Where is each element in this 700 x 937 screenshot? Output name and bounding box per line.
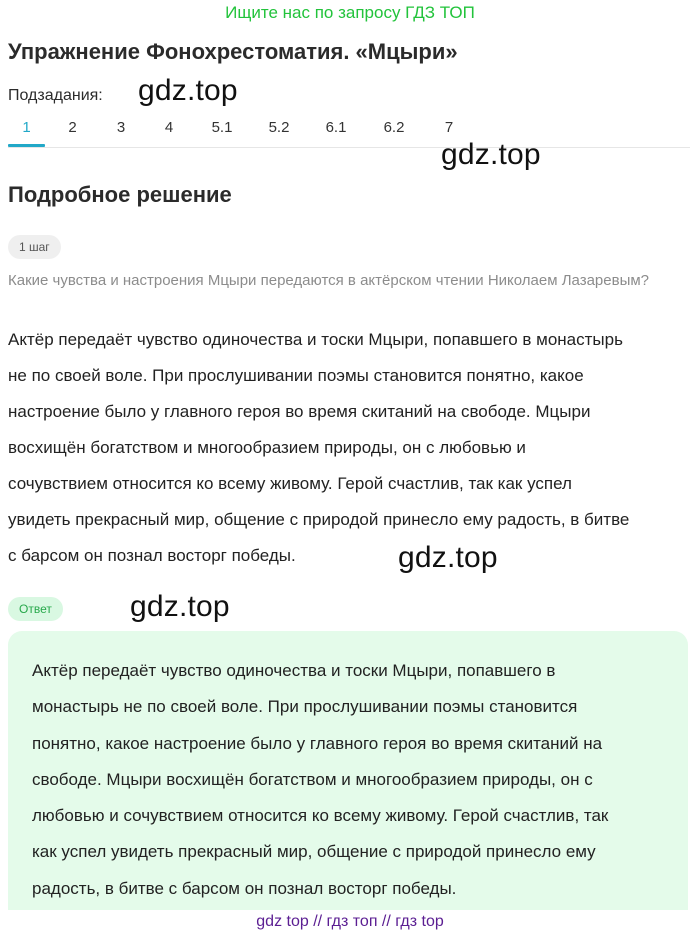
tab-5-1[interactable]: 5.1 [211,119,233,136]
answer-badge: Ответ [8,597,63,621]
answer-line: как успел увидеть прекрасный мир, общение с природой принесло ему [32,842,596,862]
footer-links[interactable]: gdz top // гдз топ // гдз top [256,913,444,930]
solution-text [8,322,692,574]
solution-line: настроение было у главного героя во время скитаний на свободе. Мцыри [8,402,591,421]
active-tab-indicator [8,144,45,147]
solution-line: не по своей воле. При прослушивании поэмы становится понятно, какое [8,366,584,385]
tab-7[interactable]: 7 [444,119,454,136]
answer-line: Актёр передаёт чувство одиночества и тоски Мцыри, попавшего в [32,661,556,680]
page-title: Упражнение Фонохрестоматия. «Мцыри» [8,39,458,64]
answer-line: монастырь не по своей воле. При прослушивании поэмы становится [32,697,578,717]
tab-6-2[interactable]: 6.2 [383,119,405,136]
tab-3[interactable]: 3 [116,119,126,136]
tab-6-1[interactable]: 6.1 [325,119,347,136]
solution-line: сочувствием относится ко всему живому. Герой счастлив, так как успел [8,474,572,493]
step-badge: 1 шаг [8,235,61,259]
subtasks-label: Подзадания: [8,87,103,104]
answer-text [32,653,666,907]
tab-4[interactable]: 4 [164,119,174,136]
answer-box [8,631,688,910]
solution-line: увидеть прекрасный мир, общение с природой принесло ему радость, в битве [8,510,630,529]
question-text: Какие чувства и настроения Мцыри передаются в актёрском чтении Николаем Лазаревым? [8,272,650,289]
watermark: gdz.top [441,138,541,171]
answer-line: свободе. Мцыри восхищён богатством и многообразием природы, он с [32,769,593,789]
watermark: gdz.top [138,74,238,107]
promo-banner[interactable]: Ищите нас по запросу ГДЗ ТОП [225,3,475,22]
watermark: gdz.top [130,590,230,623]
answer-line: радость, в битве с барсом он познал восторг победы. [32,878,457,898]
solution-line: Актёр передаёт чувство одиночества и тоски Мцыри, попавшего в монастырь [8,330,623,349]
answer-line: любовью и сочувствием относится ко всему живому. Герой счастлив, так [32,806,609,826]
solution-line: восхищён богатством и многообразием природы, он с любовью и [8,438,526,457]
tab-1[interactable]: 1 [22,119,31,136]
solution-line: с барсом он познал восторг победы. [8,546,296,565]
tab-5-2[interactable]: 5.2 [268,119,290,136]
watermark: gdz.top [398,541,498,574]
answer-line: понятно, какое настроение было у главного героя во время скитаний на [32,733,603,753]
tab-2[interactable]: 2 [68,119,77,136]
section-heading: Подробное решение [8,182,232,207]
subtask-tabs [8,110,690,148]
